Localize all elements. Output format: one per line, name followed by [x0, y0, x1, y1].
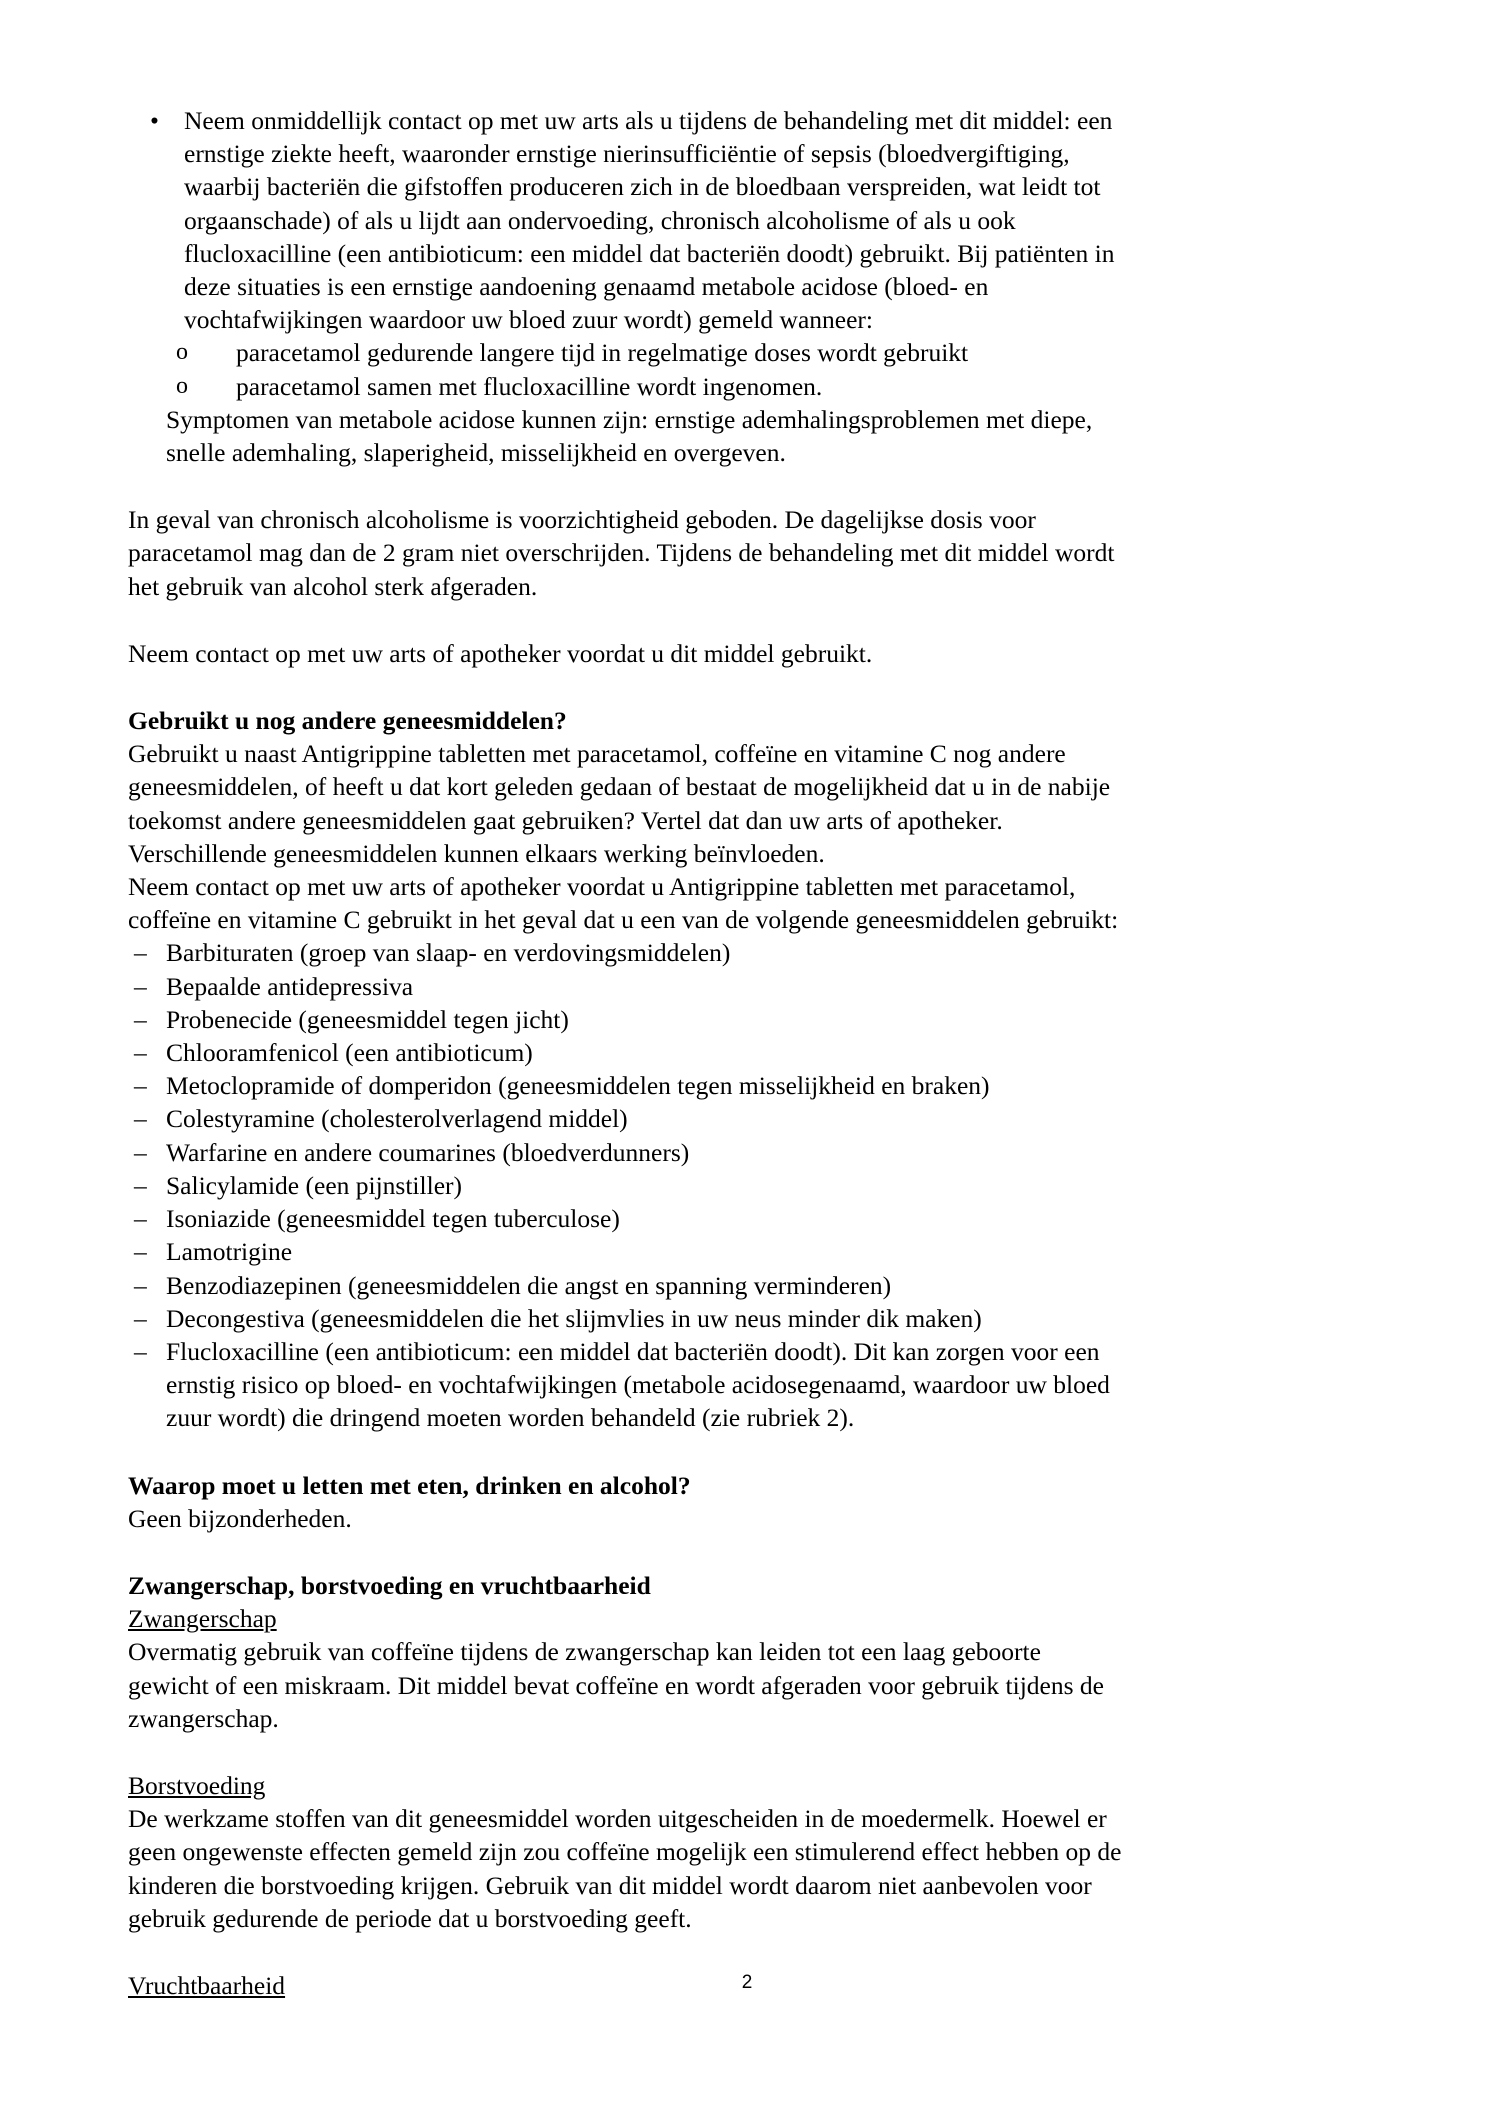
- dash-bullet-icon: –: [134, 1204, 147, 1234]
- list-item: [128, 1036, 1128, 1069]
- dash-bullet-icon: –: [134, 1071, 147, 1101]
- dash-bullet-icon: –: [134, 1104, 147, 1134]
- dash-bullet-icon: –: [134, 1336, 147, 1366]
- page-number: 2: [741, 1972, 753, 1993]
- spacer: [128, 1435, 1128, 1469]
- list-item: [128, 970, 1128, 1003]
- interacting-medicines-list: [128, 936, 1128, 1434]
- dash-bullet-icon: –: [134, 1237, 147, 1267]
- list-item-label: Colestyramine (cholesterolverlagend middel): [166, 1104, 628, 1134]
- warning-bullet-text: Neem onmiddellijk contact op met uw arts als u tijdens de behandeling met dit middel: een ernstige ziekte heeft, waaronder ernstige nierinsufficiëntie of sepsis (bloedvergiftiging, waarbij bacteriën die gifstoffen produceren zich in de bloedbaan verspreiden, wat leidt tot orgaanschade) of als u lijdt aan ondervoeding, chronisch alcoholisme of als u ook flucloxacilline (een antibioticum: een middel dat bacteriën doodt) gebruikt. Bij patiënten in deze situaties is een ernstige aandoening genaamd metabole acidose (bloed- en vochtafwijkingen waardoor uw bloed zuur wordt) gemeld wanneer:: [184, 106, 1115, 335]
- contact-doctor-paragraph: Neem contact op met uw arts of apotheker voordat u dit middel gebruikt.: [128, 638, 873, 668]
- section-heading-pregnancy: Zwangerschap, borstvoeding en vruchtbaarheid: [128, 1570, 651, 1600]
- spacer: [128, 1935, 1128, 1969]
- list-item: [128, 1335, 1128, 1435]
- dash-bullet-icon: –: [134, 971, 147, 1001]
- food-drink-alcohol-text: Geen bijzonderheden.: [128, 1503, 352, 1533]
- list-item-label: Decongestiva (geneesmiddelen die het slijmvlies in uw neus minder dik maken): [166, 1303, 982, 1333]
- spacer: [128, 469, 1128, 503]
- list-item: [128, 936, 1128, 969]
- dash-bullet-icon: –: [134, 1170, 147, 1200]
- dash-bullet-icon: –: [134, 1137, 147, 1167]
- warning-bullet-list: [128, 104, 1128, 336]
- list-item: [128, 370, 1128, 403]
- list-item: [128, 104, 1128, 336]
- list-item: [128, 1169, 1128, 1202]
- dash-bullet-icon: –: [134, 1004, 147, 1034]
- spacer: [128, 1735, 1128, 1769]
- circle-bullet-icon: o: [176, 339, 188, 366]
- spacer: [128, 603, 1128, 637]
- spacer: [128, 1535, 1128, 1569]
- dash-bullet-icon: –: [134, 1038, 147, 1068]
- list-item: [128, 1235, 1128, 1268]
- section-heading-other-medicines: Gebruikt u nog andere geneesmiddelen?: [128, 706, 567, 736]
- subheading-pregnancy: Zwangerschap: [128, 1604, 277, 1634]
- list-item: [128, 1136, 1128, 1169]
- circle-bullet-icon: o: [176, 372, 188, 399]
- list-item-label: Chlooramfenicol (een antibioticum): [166, 1038, 533, 1068]
- list-item-label: Benzodiazepinen (geneesmiddelen die angst en spanning verminderen): [166, 1270, 892, 1300]
- list-item-label: Salicylamide (een pijnstiller): [166, 1170, 462, 1200]
- list-item-label: Barbituraten (groep van slaap- en verdovingsmiddelen): [166, 938, 731, 968]
- list-item: [128, 336, 1128, 369]
- subheading-fertility: Vruchtbaarheid: [128, 1970, 286, 2000]
- sub-item-label: paracetamol samen met flucloxacilline wordt ingenomen.: [236, 371, 823, 401]
- list-item: [128, 1269, 1128, 1302]
- bullet-icon: •: [150, 106, 159, 135]
- section-heading-food-drink-alcohol: Waarop moet u letten met eten, drinken en alcohol?: [128, 1470, 691, 1500]
- other-medicines-paragraph-1: Gebruikt u naast Antigrippine tabletten met paracetamol, coffeïne en vitamine C nog andere geneesmiddelen, of heeft u dat kort geleden gedaan of bestaat de mogelijkheid dat u in de nabije toekomst andere geneesmiddelen gaat gebruiken? Vertel dat dan uw arts of apotheker. Verschillende geneesmiddelen kunnen elkaars werking beïnvloeden.: [128, 739, 1111, 868]
- pregnancy-text: Overmatig gebruik van coffeïne tijdens de zwangerschap kan leiden tot een laag geboorte gewicht of een miskraam. Dit middel bevat coffeïne en wordt afgeraden voor gebruik tijdens de zwangerschap.: [128, 1637, 1104, 1733]
- warning-sub-list: [128, 336, 1128, 402]
- list-item: [128, 1302, 1128, 1335]
- list-item-label: Lamotrigine: [166, 1237, 293, 1267]
- list-item: [128, 1003, 1128, 1036]
- page-content: [128, 104, 1128, 2002]
- dash-bullet-icon: –: [134, 1303, 147, 1333]
- subheading-breastfeeding: Borstvoeding: [128, 1770, 266, 1800]
- metabolic-acidosis-symptoms: Symptomen van metabole acidose kunnen zijn: ernstige ademhalingsproblemen met diepe, snelle ademhaling, slaperigheid, misselijkheid en overgeven.: [166, 404, 1093, 468]
- list-item-label: Flucloxacilline (een antibioticum: een middel dat bacteriën doodt). Dit kan zorgen voor een ernstig risico op bloed- en vochtafwijkingen (metabole acidosegenaamd, waardoor uw bloed zuur wordt) die dringend moeten worden behandeld (zie rubriek 2).: [166, 1336, 1110, 1433]
- breastfeeding-text: De werkzame stoffen van dit geneesmiddel worden uitgescheiden in de moedermelk. Hoewel er geen ongewenste effecten gemeld zijn zou coffeïne mogelijk een stimulerend effect hebben op de kinderen die borstvoeding krijgen. Gebruik van dit middel wordt daarom niet aanbevolen voor gebruik gedurende de periode dat u borstvoeding geeft.: [128, 1804, 1122, 1933]
- spacer: [128, 670, 1128, 704]
- list-item: [128, 1069, 1128, 1102]
- dash-bullet-icon: –: [134, 938, 147, 968]
- list-item: [128, 1102, 1128, 1135]
- list-item-label: Isoniazide (geneesmiddel tegen tuberculose): [166, 1204, 620, 1234]
- list-item-label: Metoclopramide of domperidon (geneesmiddelen tegen misselijkheid en braken): [166, 1071, 990, 1101]
- other-medicines-paragraph-2: Neem contact op met uw arts of apotheker voordat u Antigrippine tabletten met paracetamol, coffeïne en vitamine C gebruikt in het geval dat u een van de volgende geneesmiddelen gebruikt:: [128, 872, 1119, 935]
- list-item-label: Bepaalde antidepressiva: [166, 971, 414, 1001]
- sub-item-label: paracetamol gedurende langere tijd in regelmatige doses wordt gebruikt: [236, 338, 969, 368]
- list-item-label: Warfarine en andere coumarines (bloedverdunners): [166, 1137, 690, 1167]
- chronic-alcoholism-paragraph: In geval van chronisch alcoholisme is voorzichtigheid geboden. De dagelijkse dosis voor paracetamol mag dan de 2 gram niet overschrijden. Tijdens de behandeling met dit middel wordt het gebruik van alcohol sterk afgeraden.: [128, 505, 1115, 601]
- list-item: [128, 1202, 1128, 1235]
- list-item-label: Probenecide (geneesmiddel tegen jicht): [166, 1004, 569, 1034]
- dash-bullet-icon: –: [134, 1270, 147, 1300]
